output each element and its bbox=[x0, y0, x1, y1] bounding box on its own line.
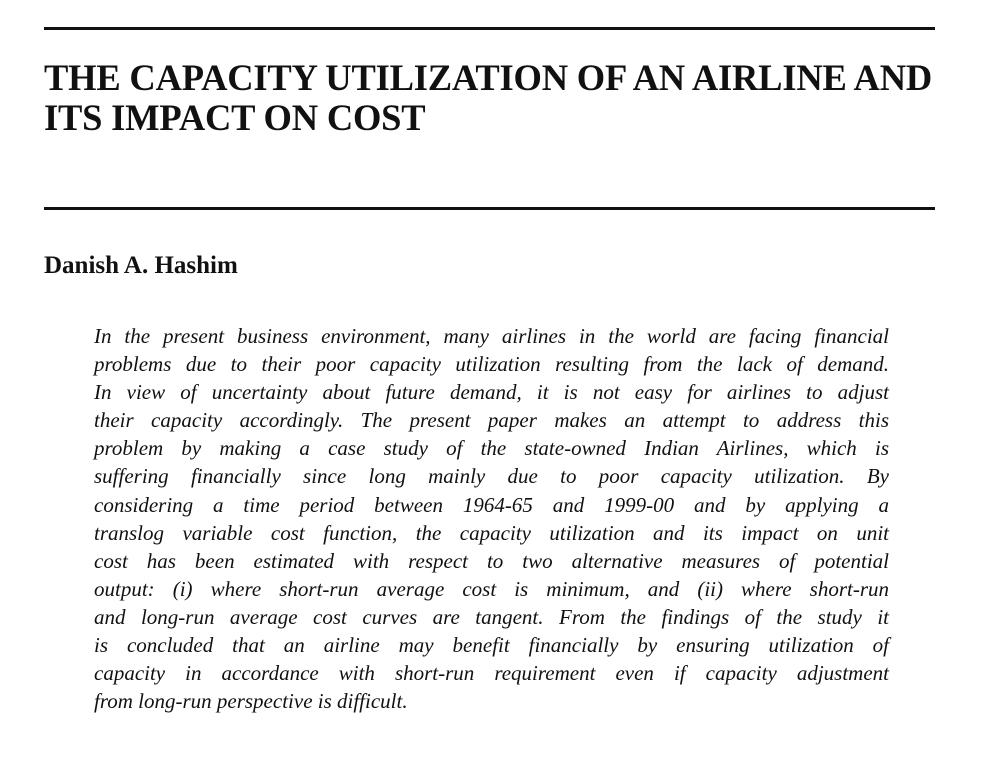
top-rule bbox=[44, 27, 935, 30]
paper-title-line-1: THE CAPACITY UTILIZATION OF AN AIRLINE AND bbox=[44, 57, 933, 98]
abstract-line-14: from long-run perspective is difficult. bbox=[94, 689, 408, 714]
abstract-line-2: problems due to their poor capacity utilization resulting from the lack of demand. bbox=[94, 352, 889, 377]
abstract-line-10: output: (i) where short-run average cost is minimum, and (ii) where short-run bbox=[94, 576, 889, 601]
abstract-line-11: and long-run average cost curves are tangent. From the findings of the study it bbox=[94, 604, 889, 629]
paper-title-line-2: ITS IMPACT ON COST bbox=[44, 97, 426, 138]
abstract-line-13: capacity in accordance with short-run requirement even if capacity adjustment bbox=[94, 661, 889, 686]
abstract-line-6: suffering financially since long mainly due to poor capacity utilization. By bbox=[94, 464, 889, 489]
author-name: Danish A. Hashim bbox=[44, 252, 238, 279]
abstract-line-5: problem by making a case study of the state-owned Indian Airlines, which is bbox=[94, 436, 889, 461]
bottom-rule bbox=[44, 207, 935, 210]
abstract bbox=[94, 322, 889, 715]
abstract-line-7: considering a time period between 1964-65 and 1999-00 and by applying a bbox=[94, 492, 889, 517]
abstract-line-3: In view of uncertainty about future demand, it is not easy for airlines to adjust bbox=[94, 380, 889, 405]
abstract-line-1: In the present business environment, many airlines in the world are facing financial bbox=[94, 324, 889, 348]
abstract-line-12: is concluded that an airline may benefit financially by ensuring utilization of bbox=[94, 633, 889, 658]
abstract-line-8: translog variable cost function, the capacity utilization and its impact on unit bbox=[94, 520, 889, 545]
paper-title bbox=[44, 58, 944, 138]
abstract-line-9: cost has been estimated with respect to two alternative measures of potential bbox=[94, 548, 889, 573]
abstract-line-4: their capacity accordingly. The present paper makes an attempt to address this bbox=[94, 408, 889, 433]
